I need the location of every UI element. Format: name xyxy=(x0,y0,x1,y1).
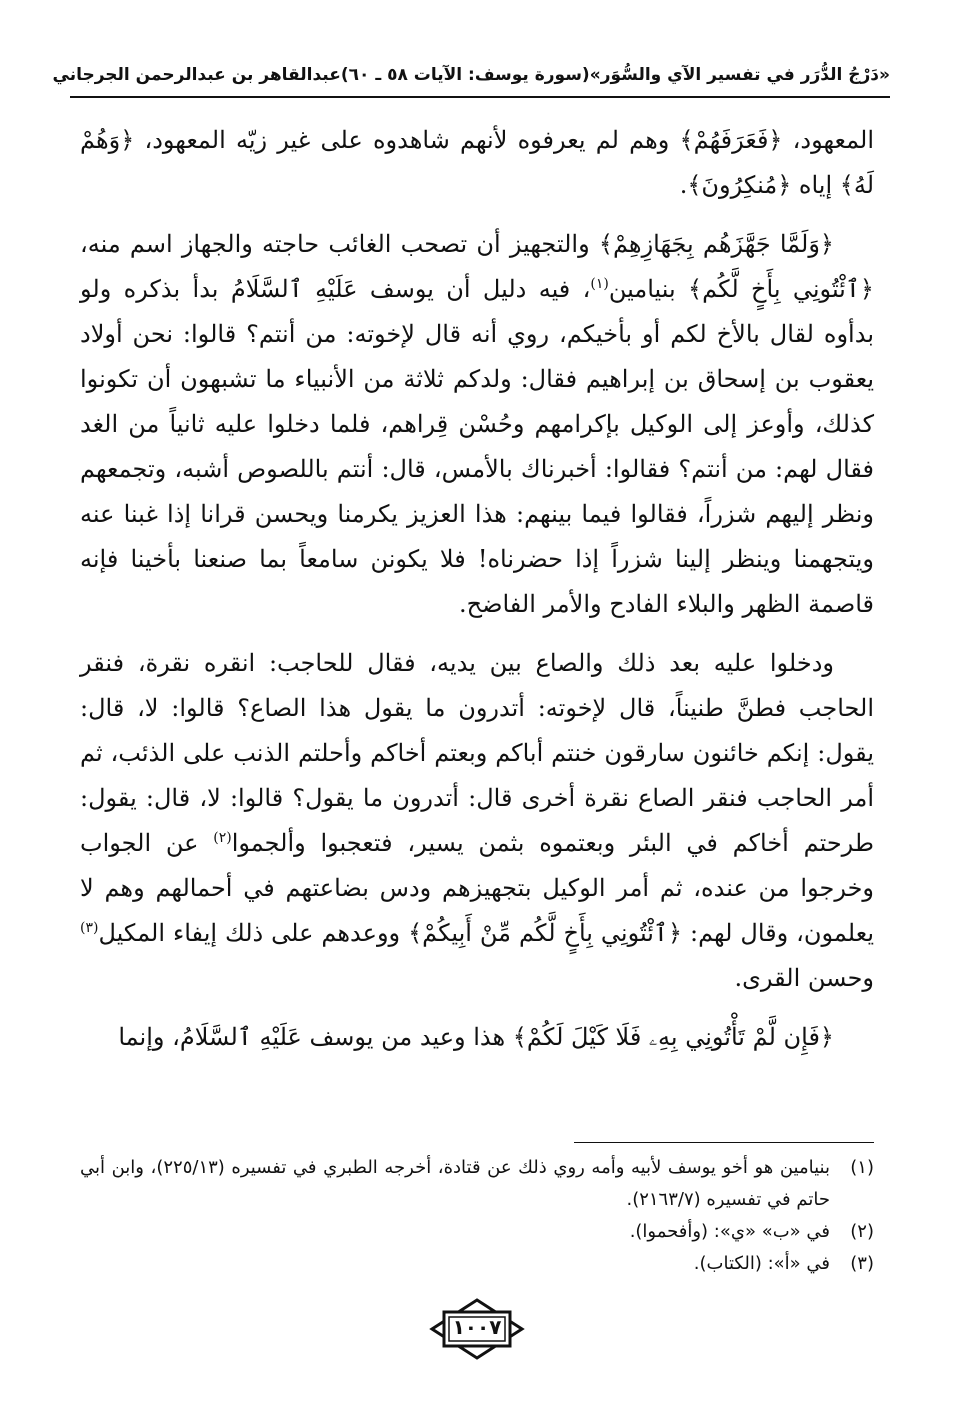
footnote-1 xyxy=(80,1152,874,1216)
main-text xyxy=(80,118,874,1074)
footnote-number: (٣) xyxy=(850,1253,874,1274)
footnote-ref-2: (٢) xyxy=(213,830,232,846)
page-number: ١٠٠٧ xyxy=(452,1315,502,1339)
paragraph-1: المعهود، ﴿فَعَرَفَهُمْ﴾ وهم لم يعرفوه لأنهم شاهدوه على غير زيّه المعهود، ﴿وَهُمْ لَهُ﴾ إياه ﴿مُنكِرُونَ﴾. xyxy=(80,126,874,199)
paragraph-3-part-c: وحسن القرى. xyxy=(734,964,874,992)
footnote-3 xyxy=(80,1248,874,1280)
footnote-number: (٢) xyxy=(850,1221,874,1242)
header-book-title: «دَرْجُ الدُّرَر في تفسير الآي والسُّوَر» xyxy=(589,65,890,85)
page-number-ornament xyxy=(422,1298,532,1360)
running-header xyxy=(52,58,890,92)
footnote-text: في «أ»: (الكتاب). xyxy=(693,1253,830,1274)
header-author: عبدالقاهر بن عبدالرحمن الجرجاني xyxy=(52,65,341,85)
paragraph-2-part-b: ، فيه دليل أن يوسف عَلَيْهِ ٱلسَّلَامُ بدأ بذكره ولو بدأوه لقال بالأخ لكم أو بأخيكم، روي أنه قال لإخوته: من أنتم؟ قالوا: نحن أولاد يعقوب بن إسحاق بن إبراهيم فقال: ولدكم ثلاثة من الأنبياء ما تشبهون أن تكونوا كذلك، وأوعز إلى الوكيل بإكرامهم وحُسْن قِراهم، فلما دخلوا عليه ثانياً من الغد فقال لهم: من أنتم؟ فقالوا: أخبرناك بالأمس، قال: أنتم باللصوص أشبه، وتجمعهم ونظر إليهم شزراً، فقالوا فيما بينهم: هذا العزيز يكرمنا ويحسن قرانا إذا غبنا عنه ويتجهمنا وينظر إلينا شزراً إذا حضرناه! فلا يكونن سامعاً بما صنعنا بأخينا فإنه قاصمة الظهر والبلاء الفادح والأمر الفاضح. xyxy=(80,275,875,618)
footnotes xyxy=(80,1152,874,1280)
footnote-text: في «ب» «ي»: (وأفحموا). xyxy=(629,1221,830,1242)
paragraph-2-part-a: ﴿وَلَمَّا جَهَّزَهُم بِجَهَازِهِمْ﴾ والتجهيز أن تصحب الغائب حاجته والجهاز اسم منه، ﴿ٱئْتُونِي بِأَخٍ لَّكُم﴾ بنيامين xyxy=(80,230,874,303)
paragraph-4: ﴿فَإِن لَّمْ تَأْتُونِي بِهِۦ فَلَا كَيْلَ لَكُمْ﴾ هذا وعيد من يوسف عَلَيْهِ ٱلسَّلَامُ، وإنما xyxy=(118,1023,834,1051)
paragraph-3-part-b: عن الجواب وخرجوا من عنده، ثم أمر الوكيل بتجهيزهم ودس بضاعتهم في أحمالهم وهم لا يعلمون، وقال لهم: ﴿ٱئْتُونِي بِأَخٍ لَّكُم مِّنْ أَبِيكُمْ﴾ ووعدهم على ذلك إيفاء المكيل xyxy=(80,829,874,947)
footnote-ref-3: (٣) xyxy=(80,920,99,936)
paragraph-2 xyxy=(80,222,874,627)
footnote-text: بنيامين هو أخو يوسف لأبيه وأمه روي ذلك عن قتادة، أخرجه الطبري في تفسيره (٢٢٥/١٣)، وابن أبي حاتم في تفسيره (٢١٦٣/٧). xyxy=(80,1157,830,1210)
paragraph-3-part-a: ودخلوا عليه بعد ذلك والصاع بين يديه، فقال للحاجب: انقره نقرة، فنقر الحاجب فطنَّ طنيناً، قال لإخوته: أتدرون ما يقول هذا الصاع؟ قالوا: لا، قال: يقول: إنكم خائنون سارقون خنتم أباكم وبعتم أخاكم وأحلتم الذنب على الذئب، ثم أمر الحاجب فنقر الصاع نقرة أخرى قال: أتدرون ما يقول؟ قالوا: لا، قال: يقول: طرحتم أخاكم في البئر وبعتموه بثمن يسير، فتعجبوا وألجموا xyxy=(80,649,875,857)
footnote-ref-1: (١) xyxy=(590,276,609,292)
header-divider xyxy=(70,96,890,98)
header-surah-range: (سورة يوسف: الآيات ٥٨ ـ ٦٠) xyxy=(340,65,590,85)
footnote-2 xyxy=(80,1216,874,1248)
footnote-divider xyxy=(574,1142,874,1143)
footnote-number: (١) xyxy=(850,1157,874,1178)
paragraph-3 xyxy=(80,641,874,1001)
